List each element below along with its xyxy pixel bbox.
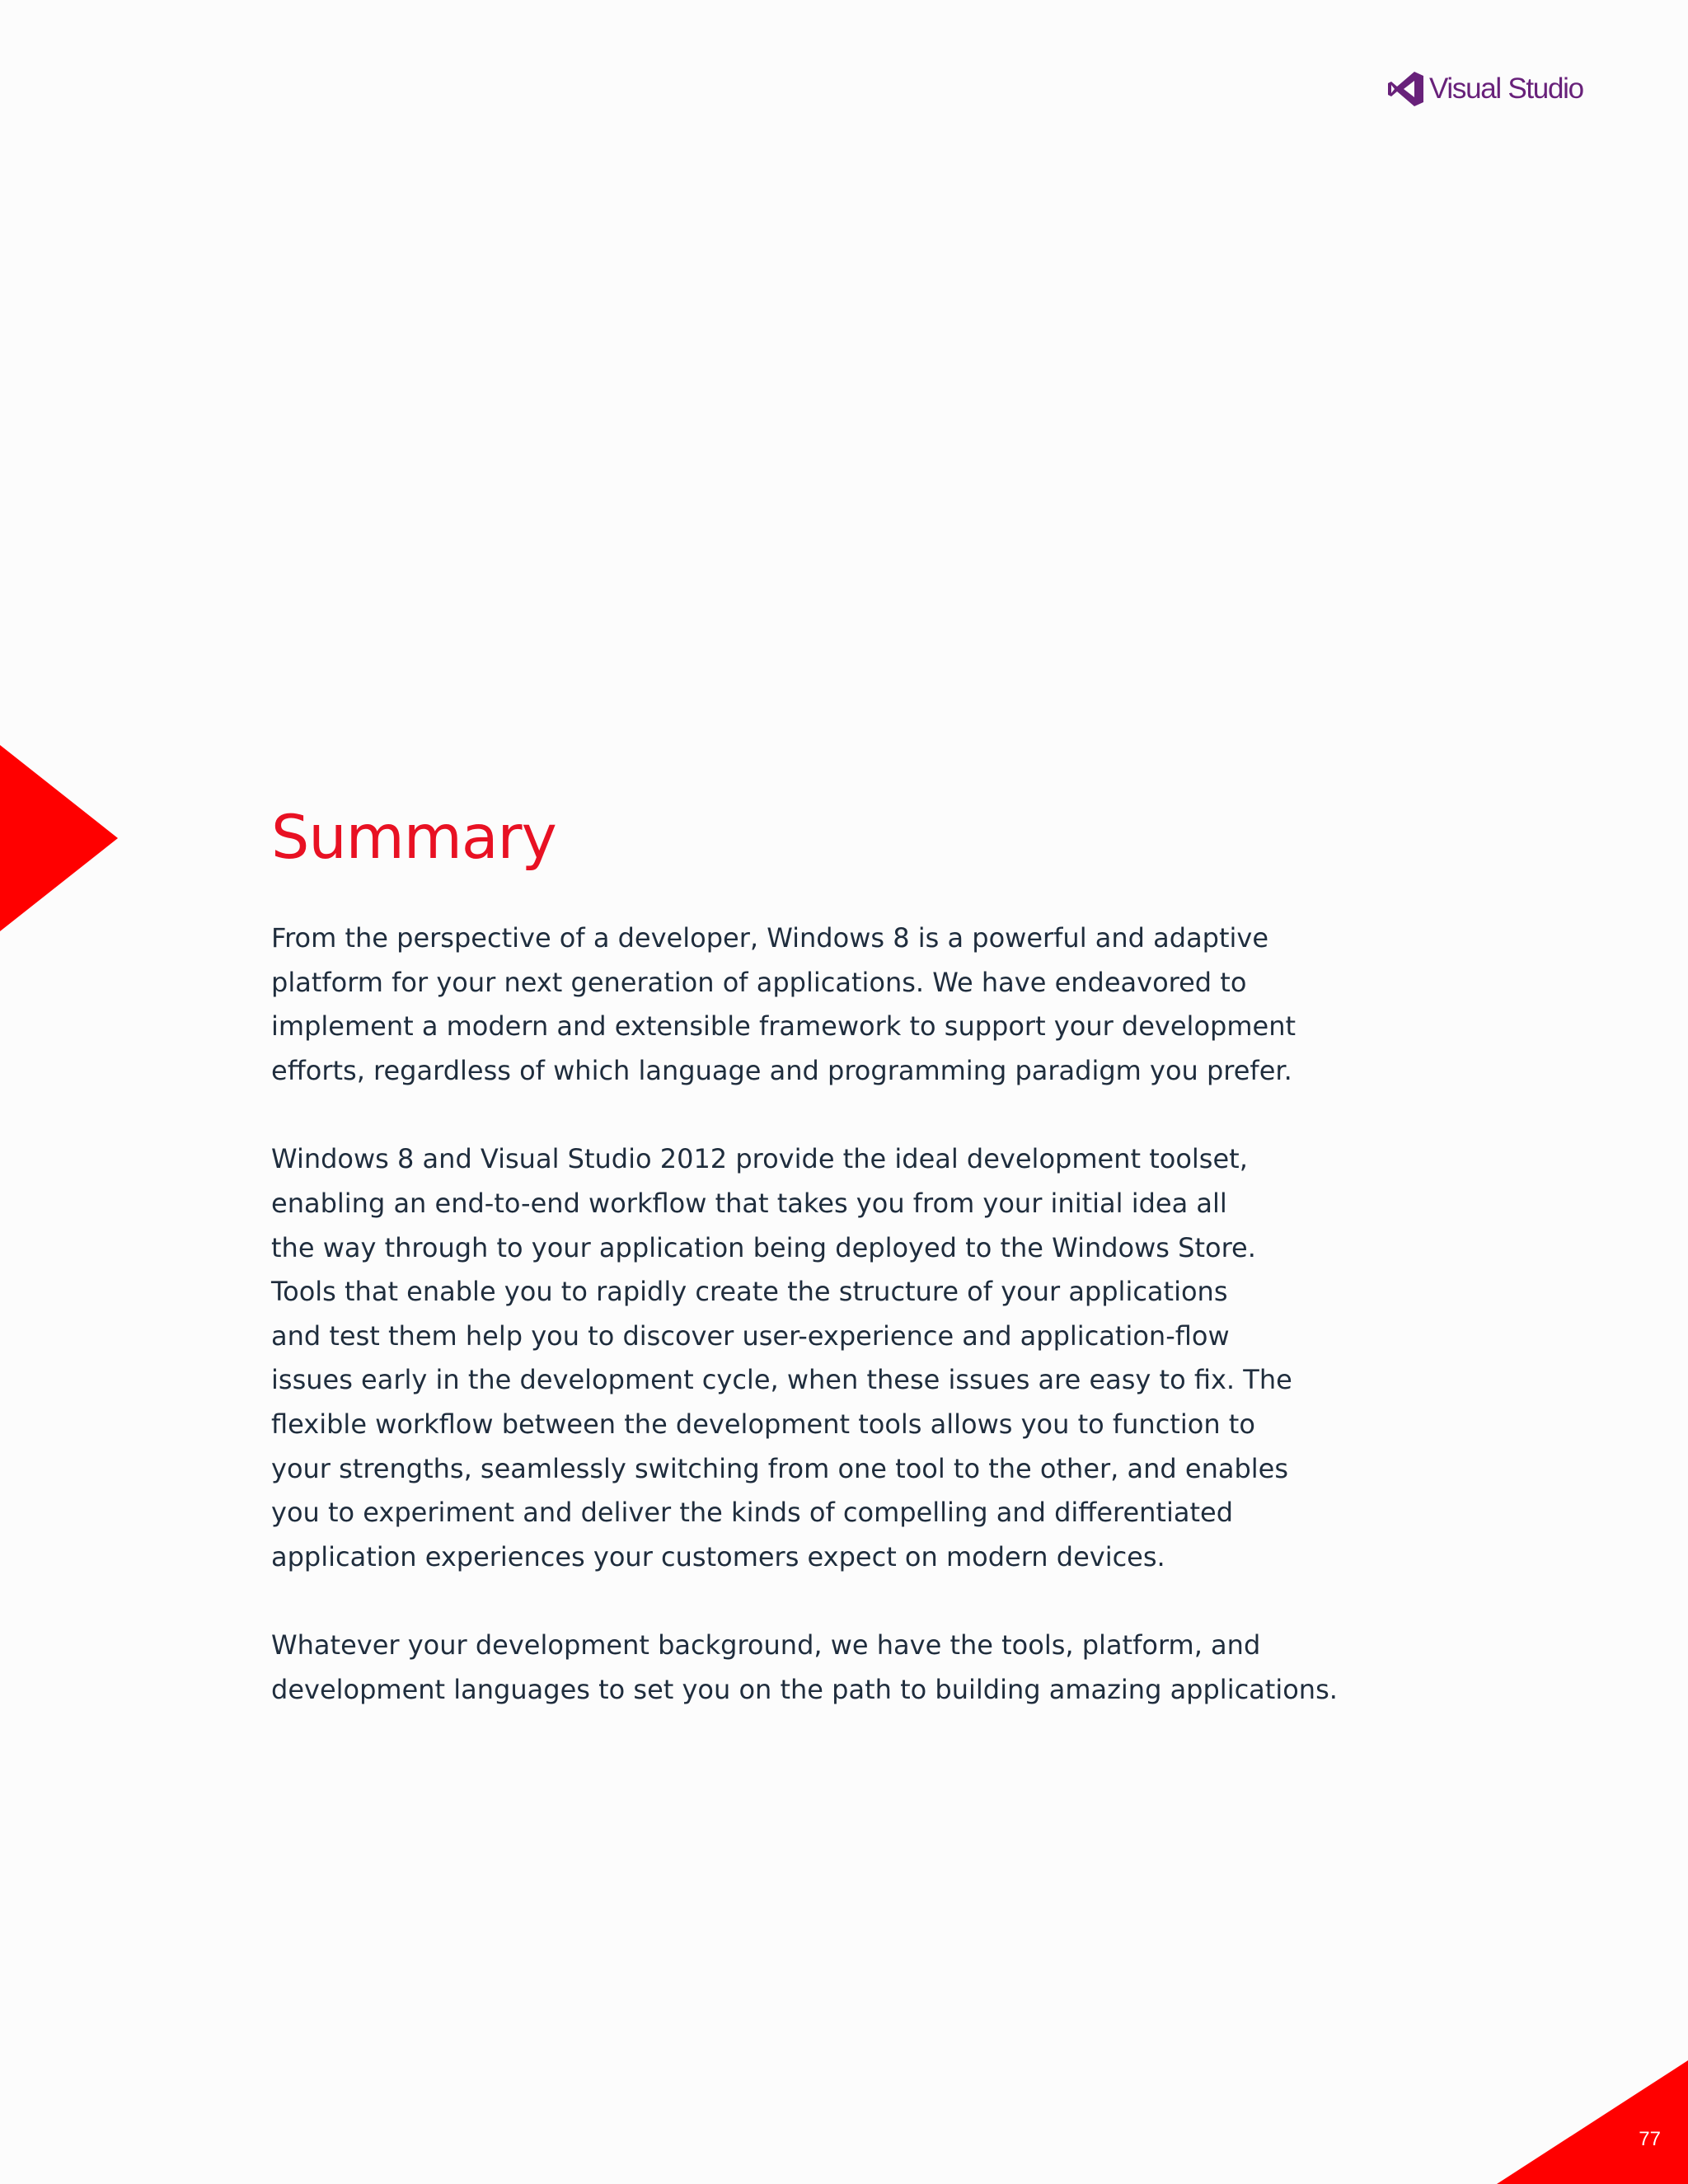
- text-line: development languages to set you on the path to building amazing applications.: [271, 1673, 1338, 1705]
- text-line: platform for your next generation of applications. We have endeavored to: [271, 966, 1247, 998]
- text-line: enabling an end-to-end workflow that takes you from your initial idea all: [271, 1187, 1227, 1219]
- page-number: 77: [1639, 2128, 1661, 2150]
- red-triangle-marker: [0, 745, 118, 931]
- text-line: Tools that enable you to rapidly create the structure of your applications: [271, 1276, 1228, 1308]
- visual-studio-logo: [1388, 69, 1583, 109]
- text-line: efforts, regardless of which language and programming paradigm you prefer.: [271, 1054, 1292, 1086]
- text-line: and test them help you to discover user-experience and application-flow: [271, 1319, 1230, 1352]
- paragraph-tools: [271, 1137, 1359, 1579]
- summary-section: [271, 799, 1359, 1757]
- text-line: From the perspective of a developer, Windows 8 is a powerful and adaptive: [271, 922, 1269, 954]
- text-line: Whatever your development background, we have the tools, platform, and: [271, 1629, 1261, 1661]
- text-line: you to experiment and deliver the kinds of compelling and differentiated: [271, 1497, 1234, 1529]
- logo-text: Visual Studio: [1429, 73, 1583, 105]
- paragraph-intro: [271, 916, 1359, 1093]
- paragraph-closing: [271, 1624, 1359, 1712]
- text-line: your strengths, seamlessly switching from one tool to the other, and enables: [271, 1452, 1289, 1484]
- section-heading: Summary: [271, 803, 556, 873]
- text-line: flexible workflow between the development tools allows you to function to: [271, 1408, 1255, 1440]
- text-line: the way through to your application being deployed to the Windows Store.: [271, 1231, 1256, 1263]
- text-line: application experiences your customers expect on modern devices.: [271, 1540, 1165, 1572]
- page-corner-triangle: [1497, 2060, 1688, 2184]
- text-line: implement a modern and extensible framework to support your development: [271, 1010, 1296, 1043]
- visual-studio-icon: [1388, 70, 1424, 108]
- text-line: Windows 8 and Visual Studio 2012 provide the ideal development toolset,: [271, 1143, 1248, 1175]
- text-line: issues early in the development cycle, when these issues are easy to fix. The: [271, 1364, 1292, 1396]
